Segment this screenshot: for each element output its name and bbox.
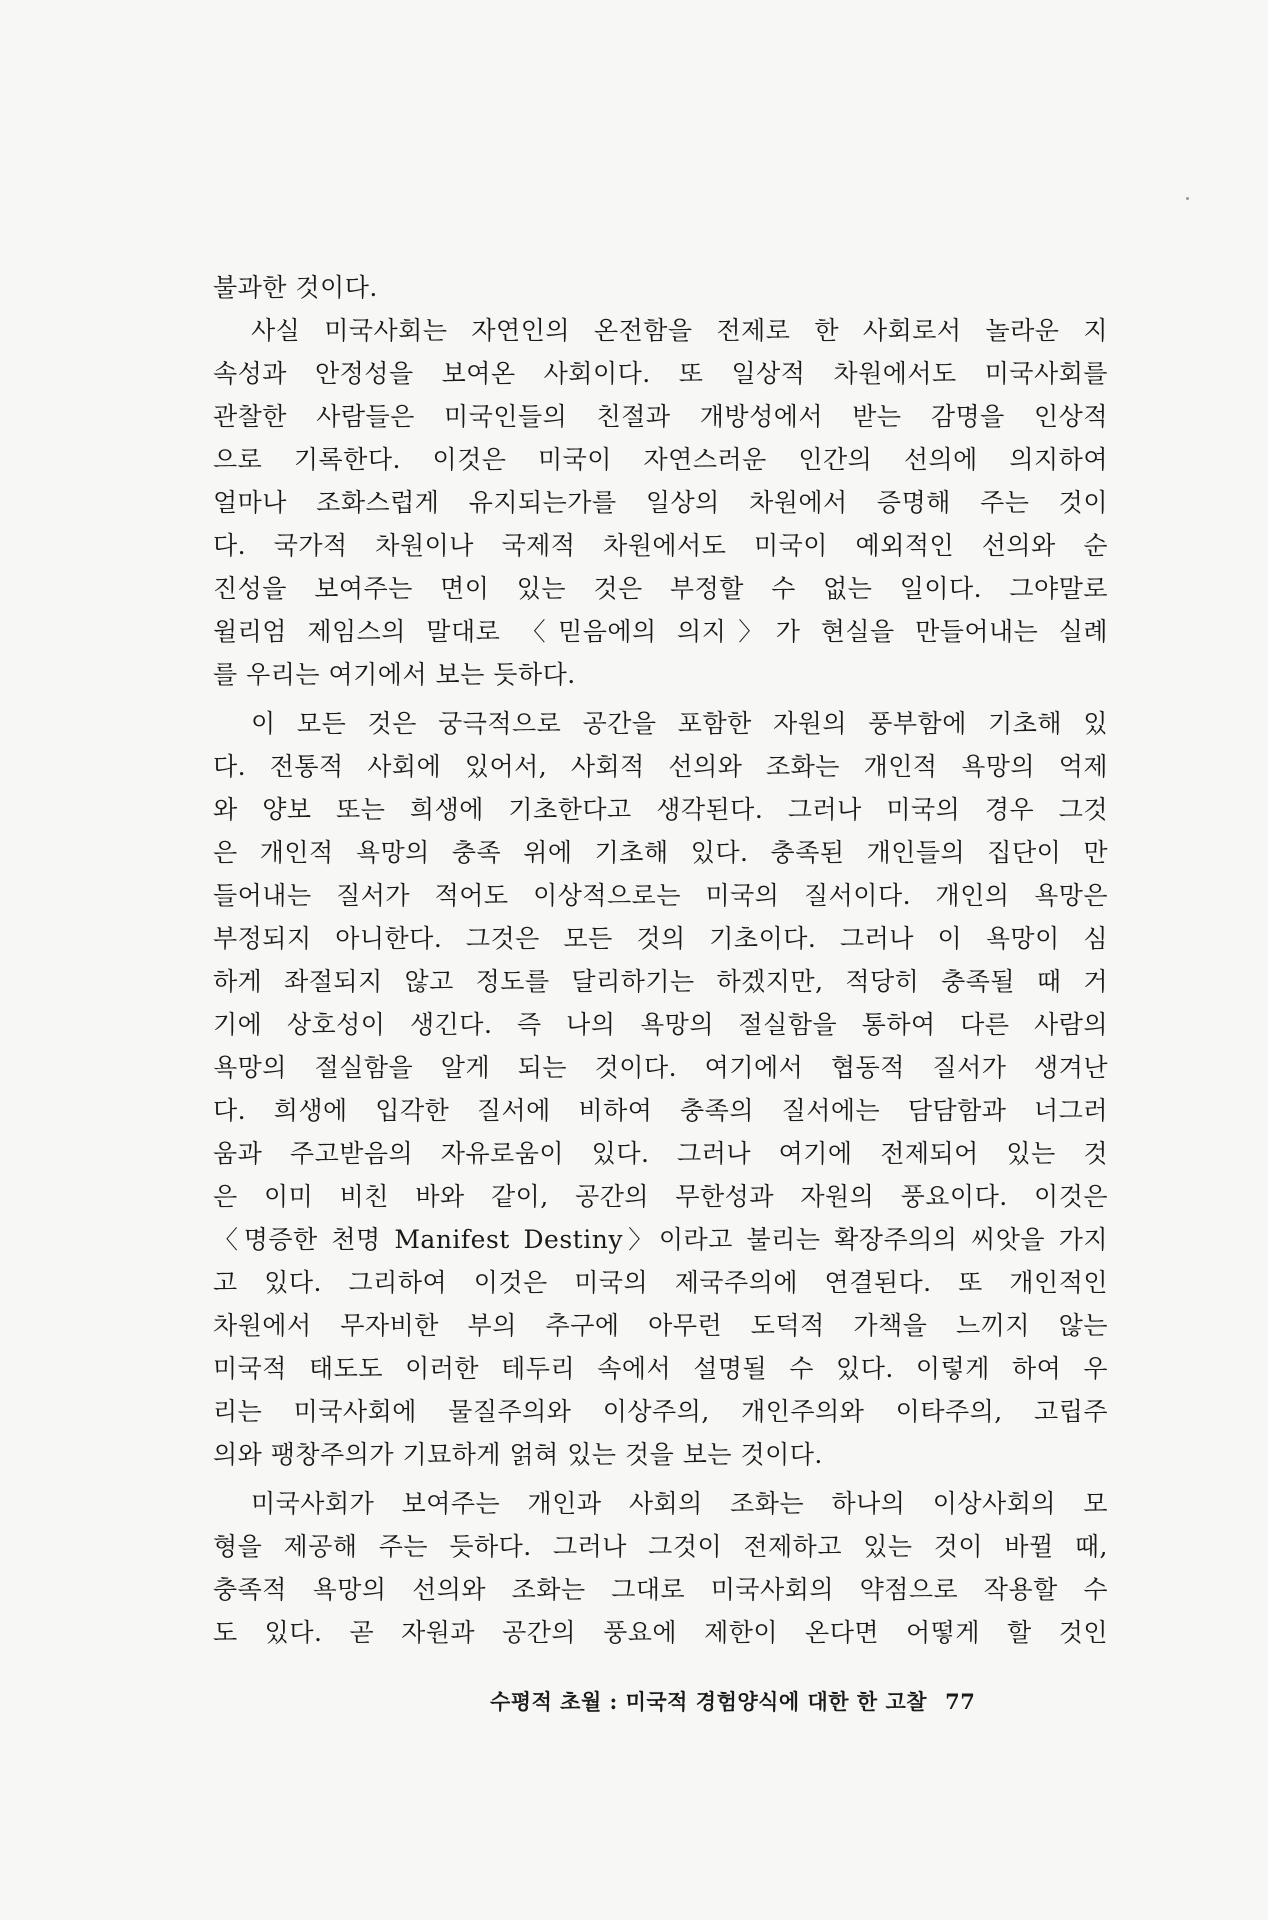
text-line: 미국사회가 보여주는 개인과 사회의 조화는 하나의 이상사회의 모: [251, 1489, 1108, 1518]
text-line: 불과한 것이다.: [213, 273, 378, 302]
text-line: 관찰한 사람들은 미국인들의 친절과 개방성에서 받는 감명을 인상적: [213, 402, 1108, 431]
text-line: 윌리엄 제임스의 말대로 〈믿음에의 의지〉가 현실을 만들어내는 실례: [213, 617, 1108, 646]
text-line: 〈명증한 천명 Manifest Destiny〉이라고 불리는 확장주의의 씨앗을 가지: [213, 1225, 1108, 1254]
text-line: 욕망의 절실함을 알게 되는 것이다. 여기에서 협동적 질서가 생겨난: [213, 1053, 1108, 1082]
text-line: 형을 제공해 주는 듯하다. 그러나 그것이 전제하고 있는 것이 바뀔 때,: [213, 1532, 1108, 1561]
text-line: 얼마나 조화스럽게 유지되는가를 일상의 차원에서 증명해 주는 것이: [213, 488, 1108, 517]
text-line: 차원에서 무자비한 부의 추구에 아무런 도덕적 가책을 느끼지 않는: [213, 1311, 1108, 1340]
text-line: 다. 국가적 차원이나 국제적 차원에서도 미국이 예외적인 선의와 순: [213, 531, 1108, 560]
text-line: 진성을 보여주는 면이 있는 것은 부정할 수 없는 일이다. 그야말로: [213, 574, 1108, 603]
text-line: 와 양보 또는 희생에 기초한다고 생각된다. 그러나 미국의 경우 그것: [213, 795, 1108, 824]
text-line: 은 개인적 욕망의 충족 위에 기초해 있다. 충족된 개인들의 집단이 만: [213, 838, 1108, 867]
text-line: 속성과 안정성을 보여온 사회이다. 또 일상적 차원에서도 미국사회를: [213, 359, 1108, 388]
text-line: 도 있다. 곧 자원과 공간의 풍요에 제한이 온다면 어떻게 할 것인: [213, 1618, 1108, 1647]
text-line: 다. 희생에 입각한 질서에 비하여 충족의 질서에는 담담함과 너그러: [213, 1096, 1108, 1125]
text-line: 기에 상호성이 생긴다. 즉 나의 욕망의 절실함을 통하여 다른 사람의: [213, 1010, 1108, 1039]
text-line: 움과 주고받음의 자유로움이 있다. 그러나 여기에 전제되어 있는 것: [213, 1139, 1108, 1168]
text-line: 고 있다. 그리하여 이것은 미국의 제국주의에 연결된다. 또 개인적인: [213, 1268, 1108, 1297]
text-line: 를 우리는 여기에서 보는 듯하다.: [213, 660, 576, 689]
running-title: 수평적 초월 : 미국적 경험양식에 대한 한 고찰: [490, 1689, 928, 1714]
text-line: 하게 좌절되지 않고 정도를 달리하기는 하겠지만, 적당히 충족될 때 거: [213, 967, 1108, 996]
text-line: 다. 전통적 사회에 있어서, 사회적 선의와 조화는 개인적 욕망의 억제: [213, 752, 1108, 781]
page-footer: [490, 1685, 1090, 1719]
text-line: 충족적 욕망의 선의와 조화는 그대로 미국사회의 약점으로 작용할 수: [213, 1575, 1108, 1604]
text-line: 사실 미국사회는 자연인의 온전함을 전제로 한 사회로서 놀라운 지: [251, 316, 1108, 345]
scan-speck: [1186, 197, 1189, 200]
text-line: 부정되지 아니한다. 그것은 모든 것의 기초이다. 그러나 이 욕망이 심: [213, 924, 1108, 953]
text-line: 으로 기록한다. 이것은 미국이 자연스러운 인간의 선의에 의지하여: [213, 445, 1108, 474]
text-line: 리는 미국사회에 물질주의와 이상주의, 개인주의와 이타주의, 고립주: [213, 1397, 1108, 1426]
text-line: 은 이미 비친 바와 같이, 공간의 무한성과 자원의 풍요이다. 이것은: [213, 1182, 1108, 1211]
text-line: 의와 팽창주의가 기묘하게 얽혀 있는 것을 보는 것이다.: [213, 1440, 823, 1469]
text-line: 이 모든 것은 궁극적으로 공간을 포함한 자원의 풍부함에 기초해 있: [251, 709, 1108, 738]
page-number: 77: [945, 1689, 976, 1714]
text-line: 미국적 태도도 이러한 테두리 속에서 설명될 수 있다. 이렇게 하여 우: [213, 1354, 1108, 1383]
text-line: 들어내는 질서가 적어도 이상적으로는 미국의 질서이다. 개인의 욕망은: [213, 881, 1108, 910]
